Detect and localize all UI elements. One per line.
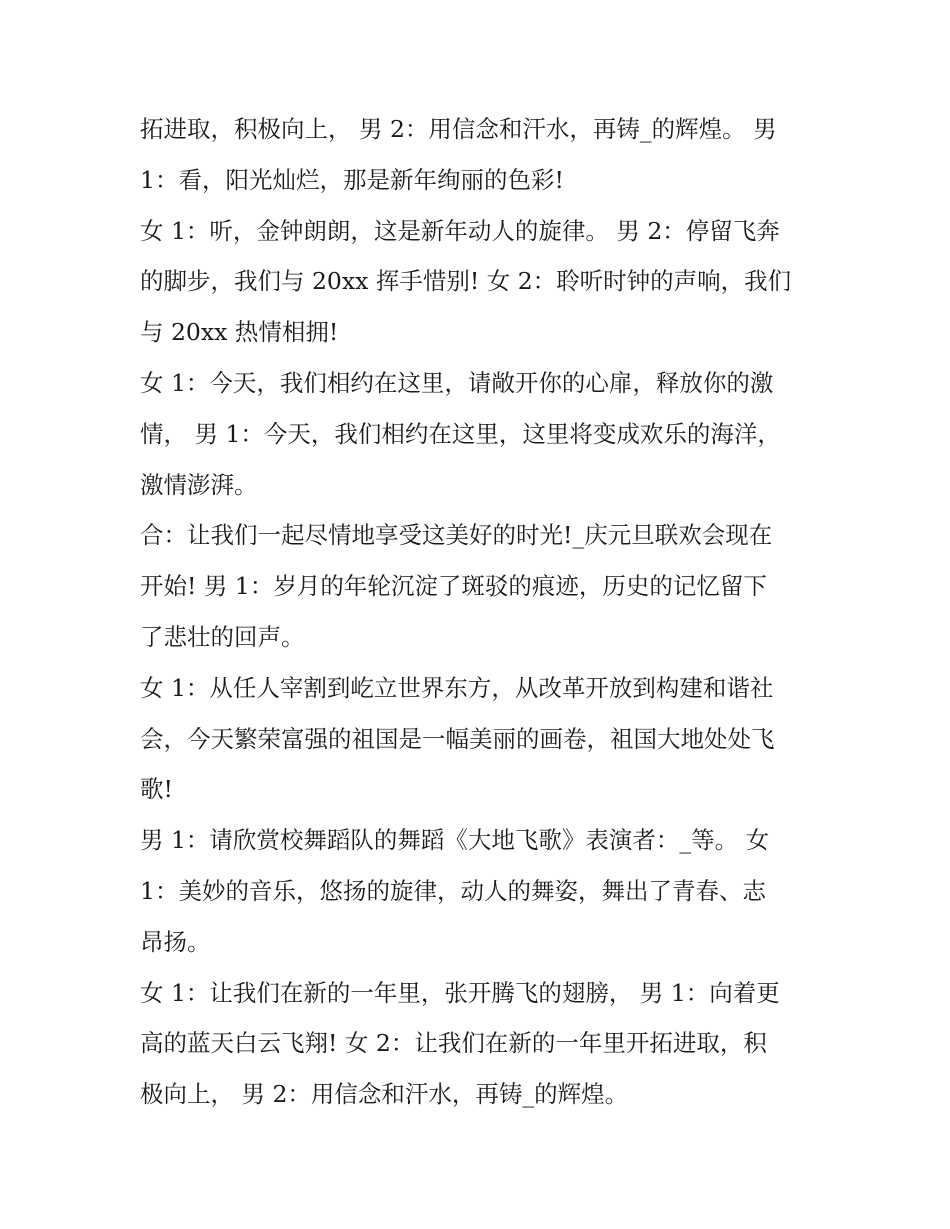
text-line: 的脚步，我们与 20xx 挥手惜别! 女 2：聆听时钟的声响，我们 [140,267,792,296]
text-line: 女 1：今天，我们相约在这里，请敞开你的心扉，释放你的激 [140,368,774,397]
text-line: 了悲壮的回声。 [140,622,305,651]
text-line: 开始! 男 1：岁月的年轮沉淀了斑驳的痕迹，历史的记忆留下 [140,572,767,601]
text-line: 与 20xx 热情相拥! [140,318,339,347]
text-line: 歌! [140,775,173,804]
text-line: 女 1：让我们在新的一年里，张开腾飞的翅膀， 男 1：向着更 [140,978,780,1007]
text-line: 女 1：听，金钟朗朗，这是新年动人的旋律。 男 2：停留飞奔 [140,216,780,245]
text-line: 昂扬。 [140,927,211,956]
text-line: 高的蓝天白云飞翔! 女 2：让我们在新的一年里开拓进取，积 [140,1029,767,1058]
text-line: 激情澎湃。 [140,470,258,499]
text-line: 1：美妙的音乐，悠扬的旋律，动人的舞姿，舞出了青春、志 [140,876,766,905]
text-line: 女 1：从任人宰割到屹立世界东方，从改革开放到构建和谐社 [140,673,774,702]
text-line: 会，今天繁荣富强的祖国是一幅美丽的画卷，祖国大地处处飞 [140,724,775,753]
text-line: 男 1：请欣赏校舞蹈队的舞蹈《大地飞歌》表演者：_等。 女 [140,826,770,855]
text-line: 拓进取，积极向上， 男 2：用信念和汗水，再铸_的辉煌。 男 [140,115,777,143]
text-line: 情， 男 1：今天，我们相约在这里，这里将变成欢乐的海洋， [140,419,781,448]
text-line: 极向上， 男 2：用信念和汗水，再铸_的辉煌。 [140,1080,629,1109]
text-line: 1：看，阳光灿烂，那是新年绚丽的色彩! [140,165,564,194]
text-line: 合：让我们一起尽情地享受这美好的时光!_庆元旦联欢会现在 [140,521,773,550]
document-body [140,104,820,1120]
